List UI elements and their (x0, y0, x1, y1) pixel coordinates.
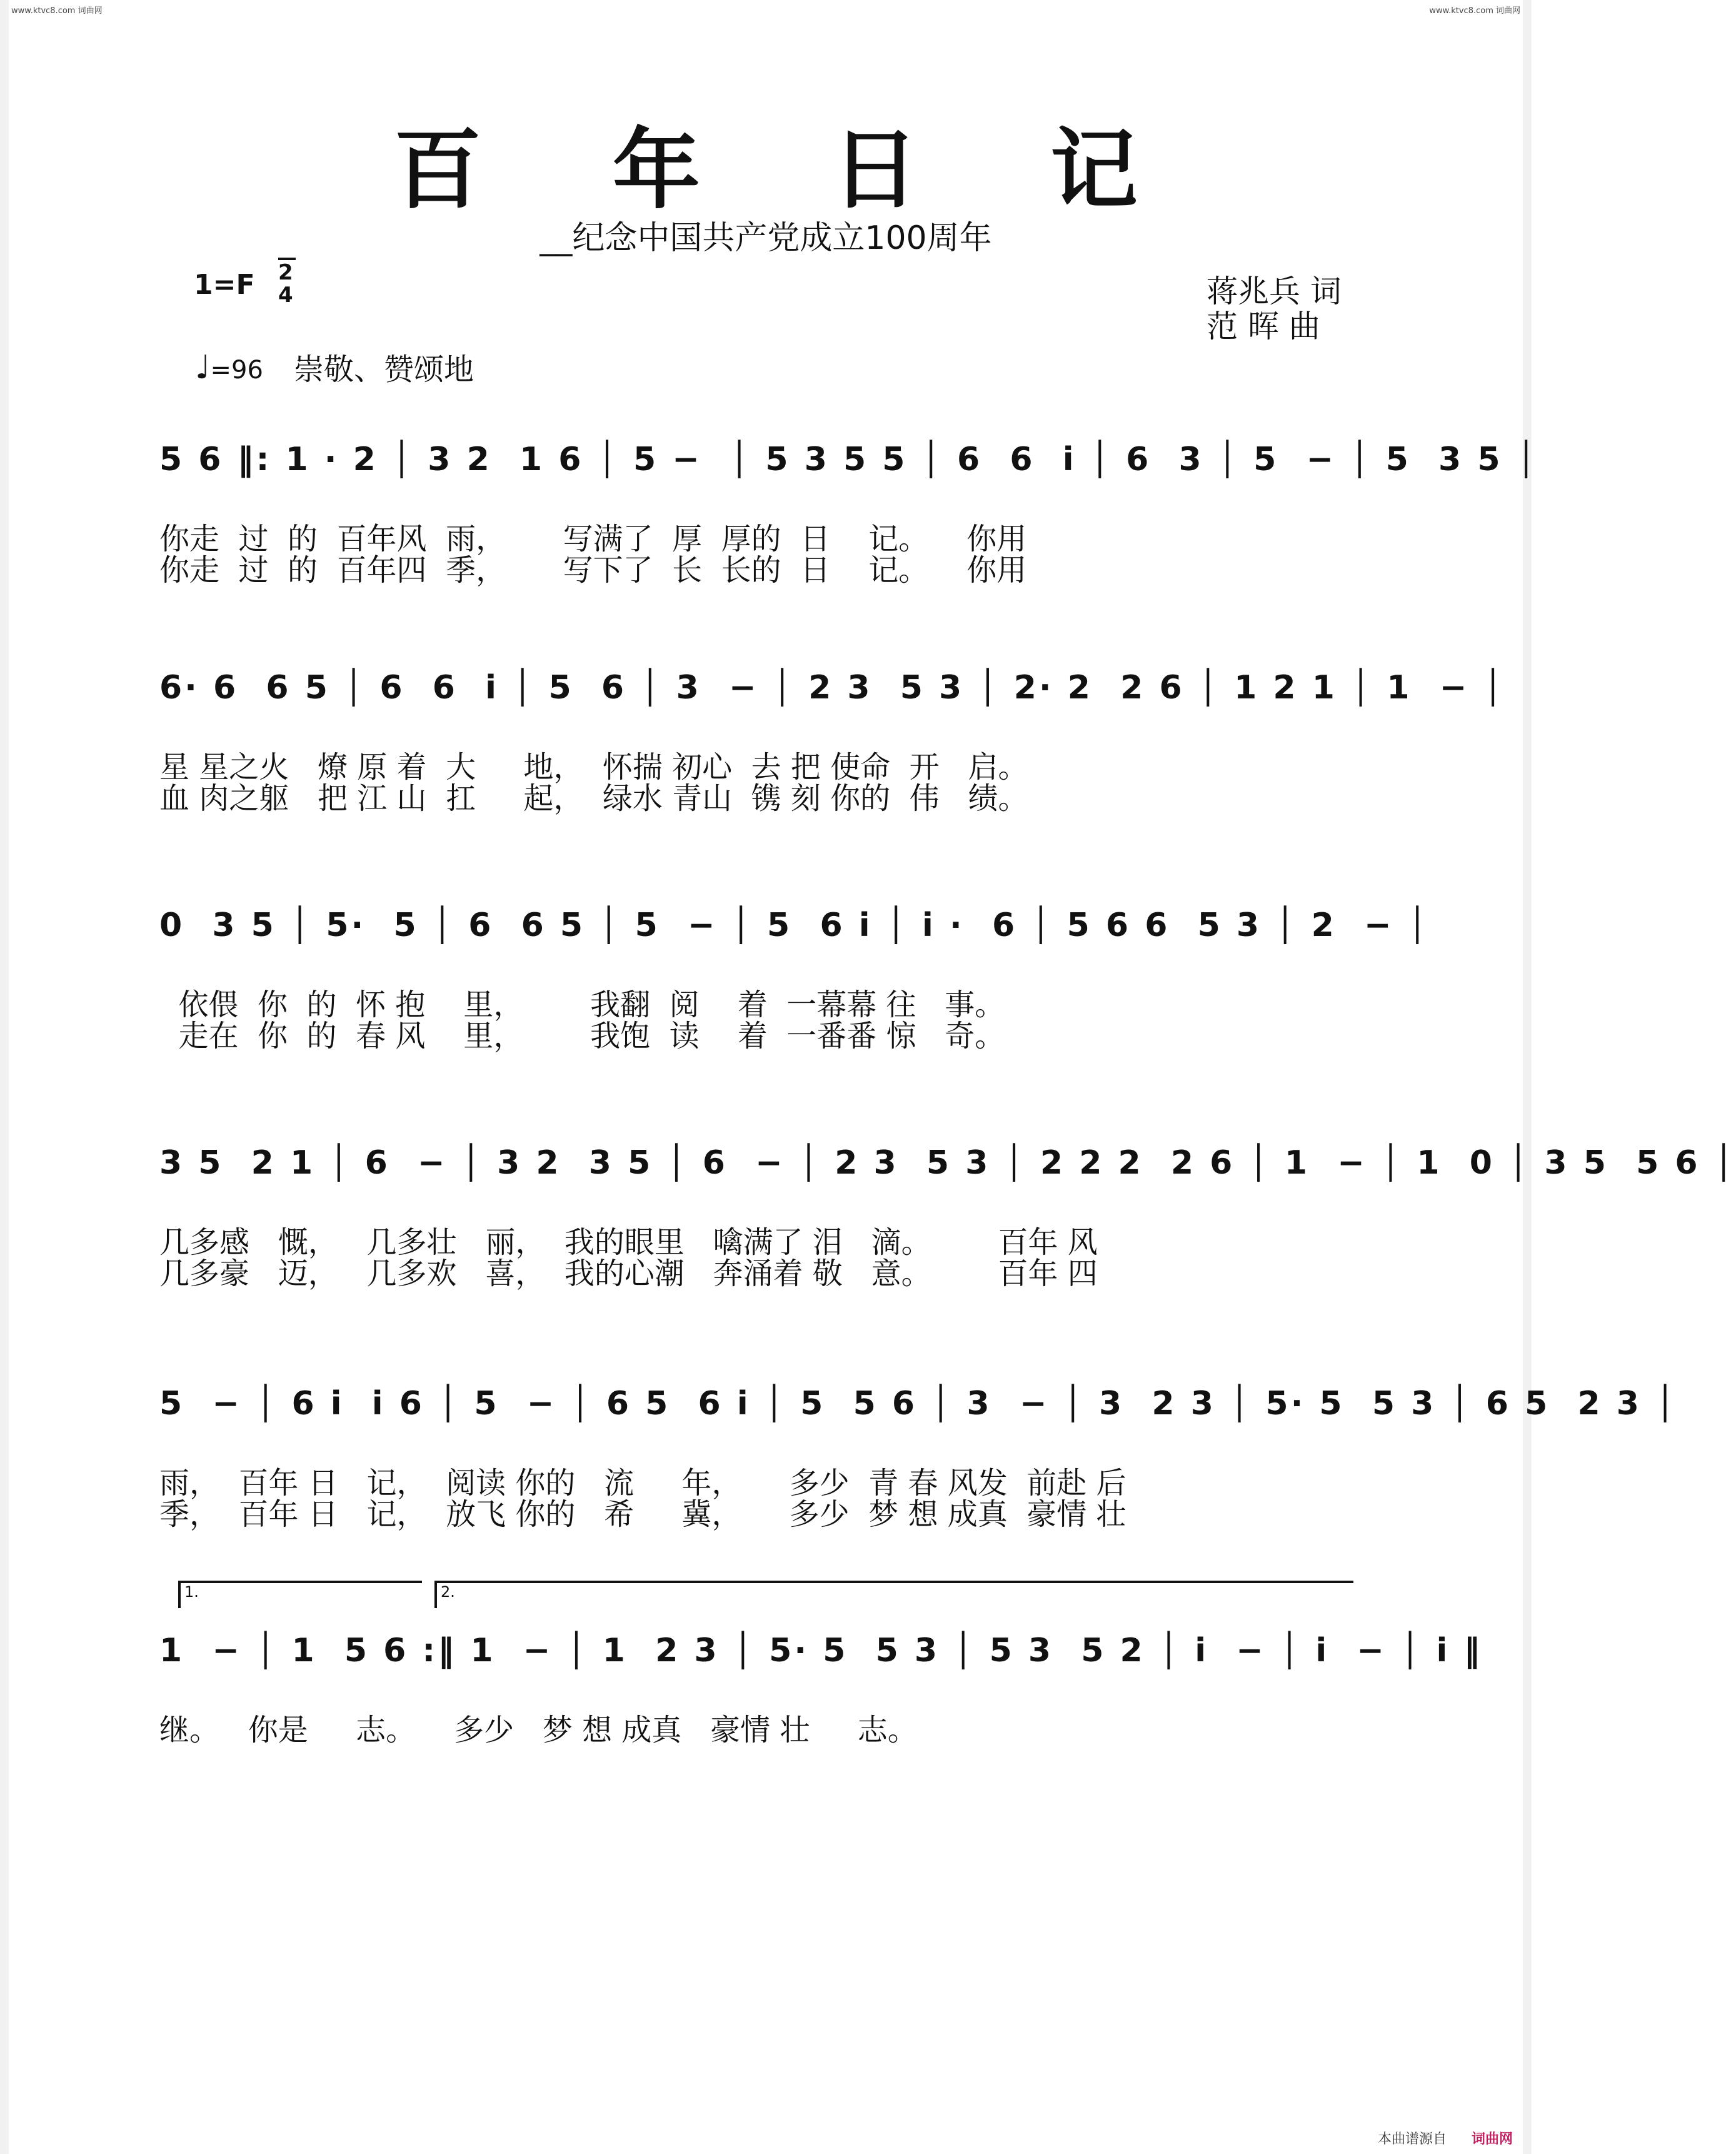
notation-line: 5 − │ 6 i i 6 │ 5 − │ 6 5 6 i │ 5 5 6 │ 3 − │ 3 2 3 │ 5· 5 5 3 │ 6 5 2 3 │ (159, 1385, 1678, 1422)
time-signature (278, 261, 293, 306)
lyrics-verse-2: 季， 百年 日 记， 放飞 你的 希 冀， 多少 梦 想 成真 豪情 壮 (159, 1497, 1126, 1532)
first-ending-bracket: 1. (178, 1581, 422, 1608)
notation-line: 5 6 ‖: 1 · 2 │ 3 2 1 6 │ 5 − │ 5 3 5 5 │ 6 6 i │ 6 3 │ 5 − │ 5 3 5 │ (159, 441, 1538, 478)
notation-line: 0 3 5 │ 5· 5 │ 6 6 5 │ 5 − │ 5 6 i │ i · 6 │ 5 6 6 5 3 │ 2 − │ (159, 907, 1430, 944)
tempo-bpm: =96 (210, 356, 263, 385)
key-signature: 1=F (194, 269, 255, 301)
expression-marking: 崇敬、赞颂地 (294, 352, 474, 387)
right-margin-strip (1523, 0, 1532, 2154)
footer-label: 本曲谱源自 (1377, 2131, 1447, 2147)
header-left-watermark: www.ktvc8.com 词曲网 (11, 6, 103, 16)
lyrics-verse-1: 依偎 你 的 怀 抱 里， 我翻 阅 着 一幕幕 往 事。 (159, 987, 1005, 1022)
lyrics-verse-2: 血 肉之躯 把 江 山 扛 起， 绿水 青山 镌 刻 你的 伟 绩。 (159, 781, 1028, 816)
second-ending-bracket: 2. (434, 1581, 1353, 1608)
footer-brand: 词曲网 (1471, 2131, 1513, 2147)
lyrics-verse-2: 几多豪 迈， 几多欢 喜， 我的心潮 奔涌着 敬 意。 百年 四 (159, 1256, 1098, 1291)
time-signature-divider (278, 258, 296, 260)
lyrics-verse-1: 几多感 慨， 几多壮 丽， 我的眼里 噙满了 泪 滴。 百年 风 (159, 1225, 1098, 1260)
lyrics-verse-2: 走在 你 的 春 风 里， 我饱 读 着 一番番 惊 奇。 (159, 1019, 1005, 1054)
composer-credit: 范 晖 曲 (1207, 308, 1320, 345)
lyrics-verse-1: 你走 过 的 百年风 雨， 写满了 厚 厚的 日 记。 你用 (159, 521, 1027, 556)
tempo-marking (195, 349, 263, 386)
lyrics-verse-1: 继。 你是 志。 多少 梦 想 成真 豪情 壮 志。 (159, 1713, 918, 1748)
lyrics-verse-1: 雨， 百年 日 记， 阅读 你的 流 年， 多少 青 春 风发 前赴 后 (159, 1466, 1126, 1501)
time-signature-top: 2 (278, 260, 293, 285)
song-subtitle: __纪念中国共产党成立100周年 (539, 219, 992, 257)
lyricist-credit: 蒋兆兵 词 (1207, 273, 1342, 310)
header-right-watermark: www.ktvc8.com 词曲网 (1429, 6, 1520, 16)
source-footer (1378, 2128, 1513, 2148)
notation-line: 3 5 2 1 │ 6 − │ 3 2 3 5 │ 6 − │ 2 3 5 3 │ 2 2 2 2 6 │ 1 − │ 1 0 │ 3 5 5 6 │ (159, 1144, 1736, 1182)
lyrics-verse-2: 你走 过 的 百年四 季， 写下了 长 长的 日 记。 你用 (159, 553, 1027, 588)
time-signature-bottom: 4 (278, 283, 293, 308)
lyrics-verse-1: 星 星之火 燎 原 着 大 地， 怀揣 初心 去 把 使命 开 启。 (159, 750, 1028, 785)
quarter-note-icon: ♩ (195, 349, 211, 386)
notation-line: 6· 6 6 5 │ 6 6 i │ 5 6 │ 3 − │ 2 3 5 3 │ 2· 2 2 6 │ 1 2 1 │ 1 − │ (159, 669, 1505, 707)
credits (1207, 274, 1342, 344)
left-margin-strip (0, 0, 9, 2154)
notation-line: 1 − │ 1 5 6 :‖ 1 − │ 1 2 3 │ 5· 5 5 3 │ 5 3 5 2 │ i − │ i − │ i ‖ (159, 1632, 1483, 1669)
song-title: 百年日记 (393, 119, 1269, 221)
